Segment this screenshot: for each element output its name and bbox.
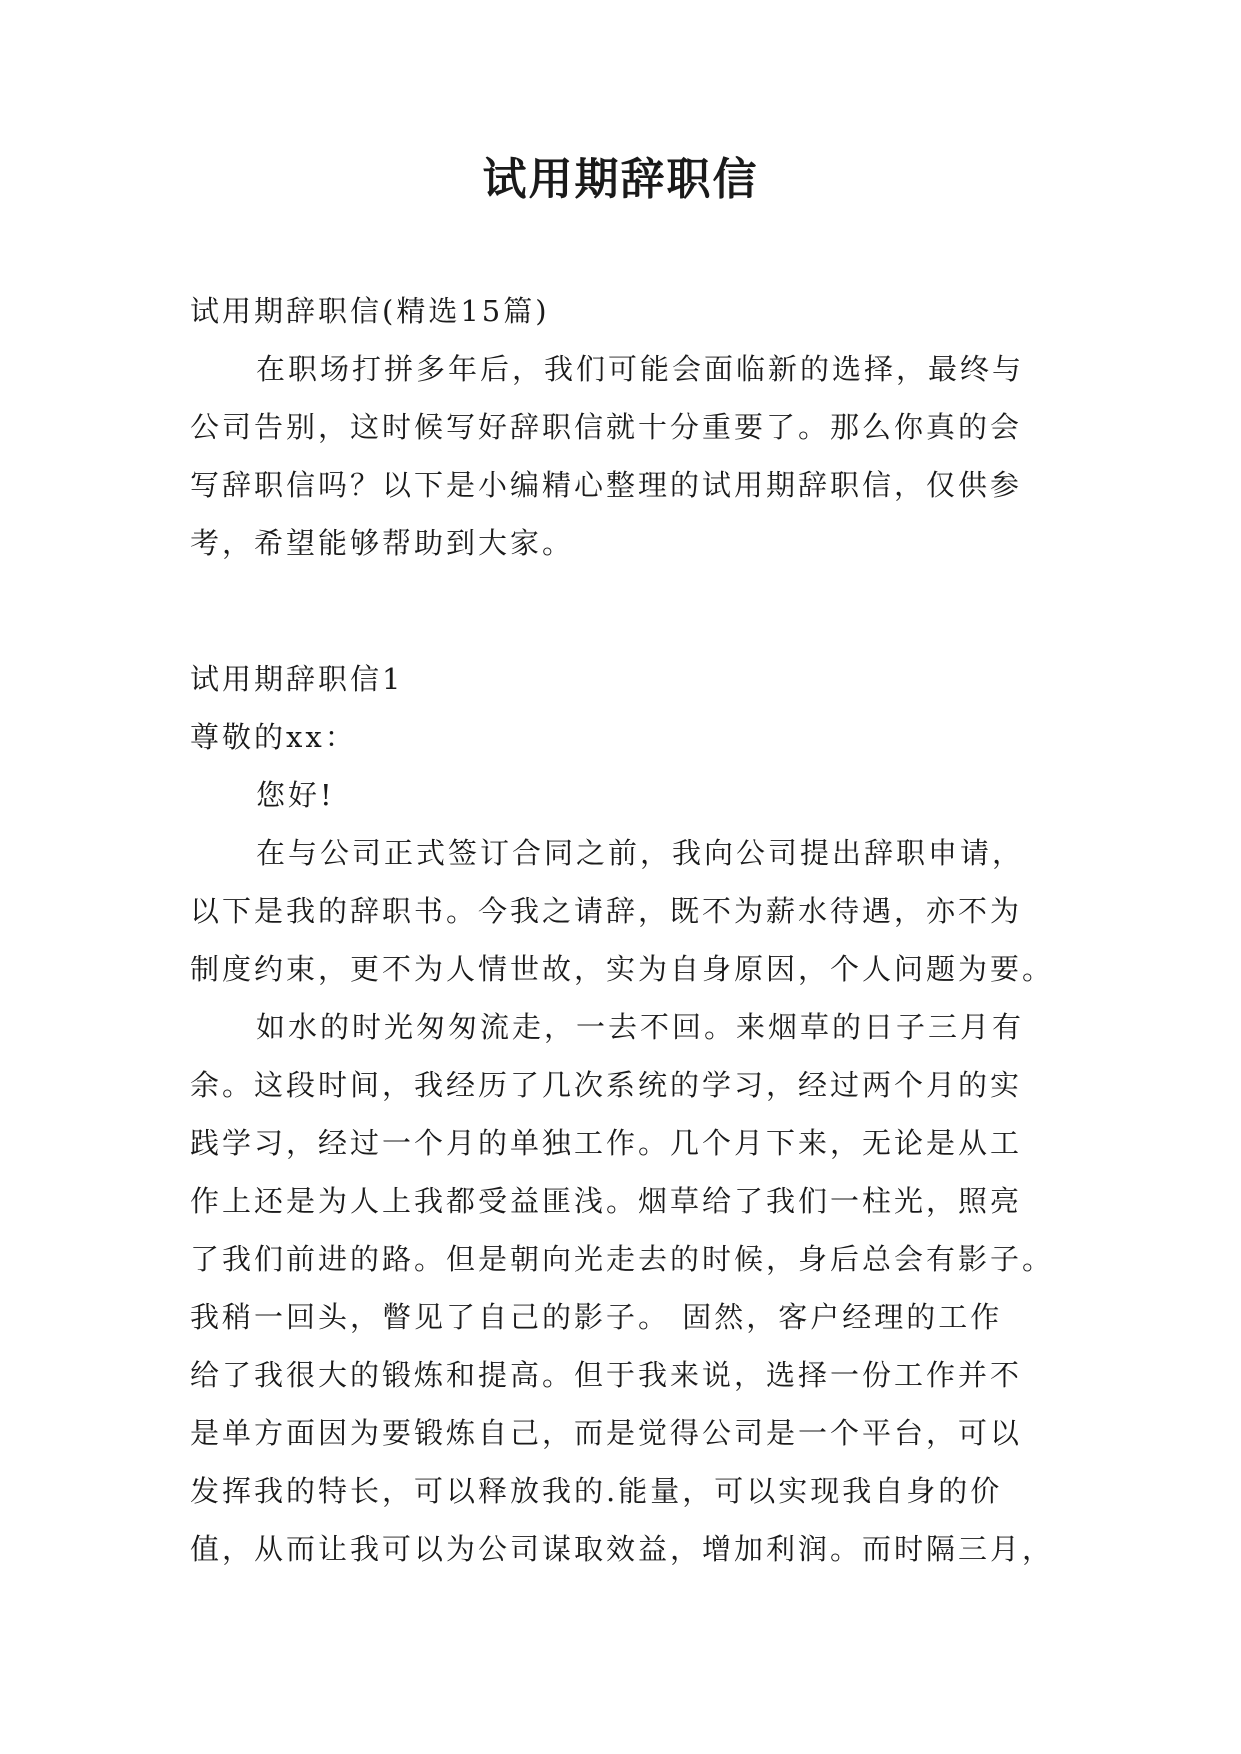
body-line: 我稍一回头，瞥见了自己的影子。 固然，客户经理的工作	[190, 1300, 1003, 1334]
intro-line: 写辞职信吗？以下是小编精心整理的试用期辞职信，仅供参	[190, 468, 1023, 502]
intro-line: 考，希望能够帮助到大家。	[190, 526, 575, 560]
body-line: 如水的时光匆匆流走，一去不回。来烟草的日子三月有	[256, 1010, 1025, 1044]
body-line: 是单方面因为要锻炼自己，而是觉得公司是一个平台，可以	[190, 1416, 1023, 1450]
document-title: 试用期辞职信	[482, 154, 759, 205]
intro-line: 公司告别，这时候写好辞职信就十分重要了。那么你真的会	[190, 410, 1023, 444]
body-line: 在与公司正式签订合同之前，我向公司提出辞职申请，	[256, 836, 1025, 870]
document-body	[190, 282, 1060, 1578]
intro-line: 在职场打拼多年后，我们可能会面临新的选择，最终与	[256, 352, 1025, 386]
greeting-line: 您好!	[256, 778, 335, 812]
body-line: 了我们前进的路。但是朝向光走去的时候，身后总会有影子。	[190, 1242, 1055, 1276]
body-line: 践学习，经过一个月的单独工作。几个月下来，无论是从工	[190, 1126, 1023, 1160]
salutation-line: 尊敬的xx：	[190, 720, 357, 754]
body-line: 发挥我的特长，可以释放我的.能量，可以实现我自身的价	[190, 1474, 1003, 1508]
body-line: 作上还是为人上我都受益匪浅。烟草给了我们一柱光，照亮	[190, 1184, 1023, 1218]
body-line: 以下是我的辞职书。今我之请辞，既不为薪水待遇，亦不为	[190, 894, 1023, 928]
section-heading: 试用期辞职信1	[190, 662, 404, 696]
section-gap	[190, 572, 1060, 650]
body-line: 余。这段时间，我经历了几次系统的学习，经过两个月的实	[190, 1068, 1023, 1102]
subtitle-line: 试用期辞职信(精选15篇)	[190, 294, 550, 328]
body-line: 制度约束，更不为人情世故，实为自身原因，个人问题为要。	[190, 952, 1055, 986]
body-line: 给了我很大的锻炼和提高。但于我来说，选择一份工作并不	[190, 1358, 1023, 1392]
body-line: 值，从而让我可以为公司谋取效益，增加利润。而时隔三月，	[190, 1532, 1055, 1566]
